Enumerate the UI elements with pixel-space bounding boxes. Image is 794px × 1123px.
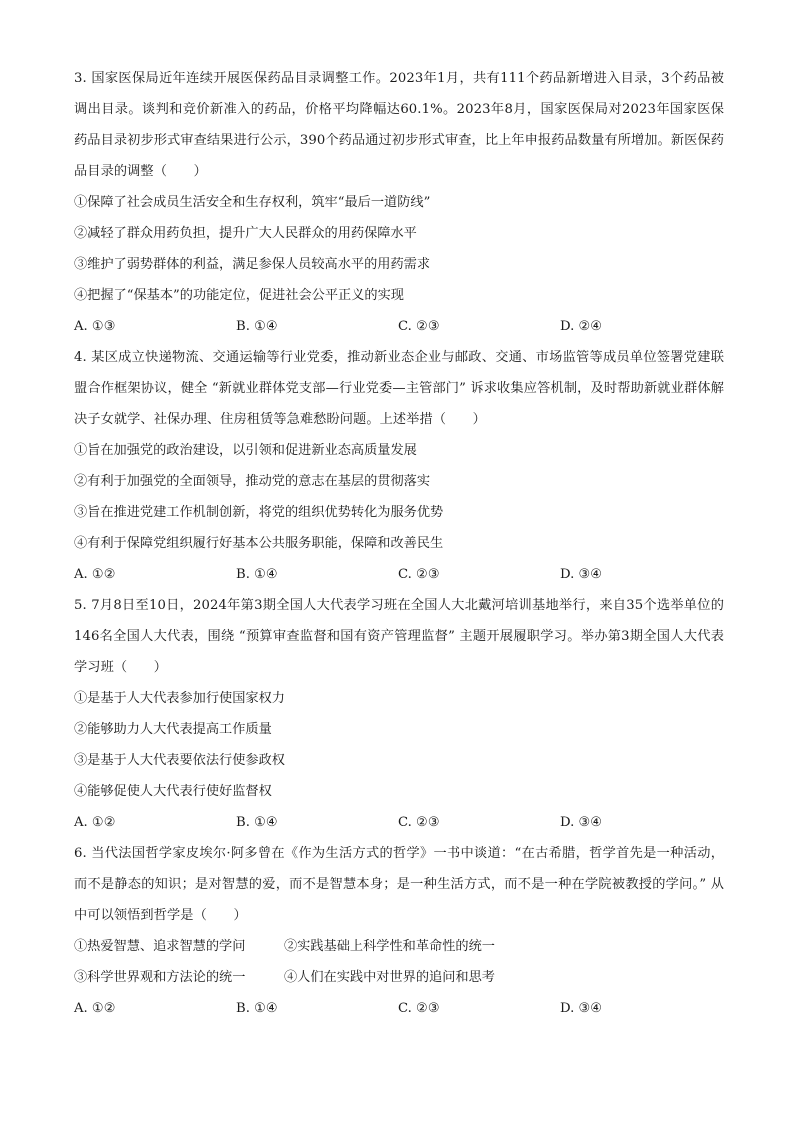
statement-row-2 bbox=[74, 962, 724, 993]
option-c[interactable]: C. ②③ bbox=[398, 319, 440, 334]
option-c[interactable]: C. ②③ bbox=[398, 1001, 440, 1016]
statement-3: ③是基于人大代表要依法行使参政权 bbox=[74, 753, 285, 768]
statement-row-1 bbox=[74, 931, 724, 962]
statement-3: ③科学世界观和方法论的统一 bbox=[74, 970, 246, 985]
statement-3: ③维护了弱势群体的利益，满足参保人员较高水平的用药需求 bbox=[74, 257, 431, 272]
statement-2: ②减轻了群众用药负担，提升广大人民群众的用药保障水平 bbox=[74, 226, 417, 241]
option-a[interactable]: A. ①③ bbox=[74, 319, 116, 334]
statement-4: ④把握了“保基本”的功能定位，促进社会公平正义的实现 bbox=[74, 288, 404, 303]
option-a[interactable]: A. ①② bbox=[74, 815, 116, 830]
option-a[interactable]: A. ①② bbox=[74, 567, 116, 582]
option-b[interactable]: B. ①④ bbox=[236, 815, 278, 830]
statement-3: ③旨在推进党建工作机制创新，将党的组织优势转化为服务优势 bbox=[74, 505, 444, 520]
question-4-stem: 4. 某区成立快递物流、交通运输等行业党委，推动新业态企业与邮政、交通、市场监管等成员单位签署党建联盟合作框架协议，健全 “新就业群体党支部—行业党委—主管部门” 诉求收集应答机制，及时帮助新就业群体解决子女就学、社保办理、住房租赁等急难愁盼问题。上述举措（ ） bbox=[74, 350, 724, 427]
question-6 bbox=[74, 838, 724, 1024]
question-3 bbox=[74, 63, 724, 342]
statement-1: ①热爱智慧、追求智慧的学问 bbox=[74, 939, 246, 954]
question-6-stem: 6. 当代法国哲学家皮埃尔·阿多曾在《作为生活方式的哲学》一书中谈道：“在古希腊，哲学首先是一种活动，而不是静态的知识；是对智慧的爱，而不是智慧本身；是一种生活方式，而不是一种在学院被教授的学问。” 从中可以领悟到哲学是（ ） bbox=[74, 846, 724, 923]
statement-2: ②有利于加强党的全面领导，推动党的意志在基层的贯彻落实 bbox=[74, 474, 431, 489]
statement-4: ④能够促使人大代表行使好监督权 bbox=[74, 784, 272, 799]
option-b[interactable]: B. ①④ bbox=[236, 1001, 278, 1016]
statement-4: ④人们在实践中对世界的追问和思考 bbox=[284, 970, 495, 985]
option-d[interactable]: D. ③④ bbox=[560, 1001, 603, 1016]
question-4 bbox=[74, 342, 724, 590]
option-d[interactable]: D. ③④ bbox=[560, 815, 603, 830]
statement-2: ②能够助力人大代表提高工作质量 bbox=[74, 722, 272, 737]
statement-1: ①旨在加强党的政治建设，以引领和促进新业态高质量发展 bbox=[74, 443, 417, 458]
option-c[interactable]: C. ②③ bbox=[398, 567, 440, 582]
statement-1: ①是基于人大代表参加行使国家权力 bbox=[74, 691, 285, 706]
statement-2: ②实践基础上科学性和革命性的统一 bbox=[284, 939, 495, 954]
option-c[interactable]: C. ②③ bbox=[398, 815, 440, 830]
option-b[interactable]: B. ①④ bbox=[236, 567, 278, 582]
exam-page bbox=[74, 63, 724, 1024]
option-d[interactable]: D. ③④ bbox=[560, 567, 603, 582]
answer-options bbox=[74, 311, 724, 342]
option-a[interactable]: A. ①② bbox=[74, 1001, 116, 1016]
statement-4: ④有利于保障党组织履行好基本公共服务职能，保障和改善民生 bbox=[74, 536, 444, 551]
question-3-stem: 3. 国家医保局近年连续开展医保药品目录调整工作。2023年1月，共有111个药品新增进入目录，3个药品被调出目录。谈判和竞价新准入的药品，价格平均降幅达60.1%。2023年8月，国家医保局对2023年国家医保药品目录初步形式审查结果进行公示，390个药品通过初步形式审查，比上年申报药品数量有所增加。新医保药品目录的调整（ ） bbox=[74, 71, 724, 179]
statement-1: ①保障了社会成员生活安全和生存权利，筑牢“最后一道防线” bbox=[74, 195, 431, 210]
option-d[interactable]: D. ②④ bbox=[560, 319, 603, 334]
answer-options bbox=[74, 807, 724, 838]
option-b[interactable]: B. ①④ bbox=[236, 319, 278, 334]
answer-options bbox=[74, 559, 724, 590]
question-5-stem: 5. 7月8日至10日，2024年第3期全国人大代表学习班在全国人大北戴河培训基地举行，来自35个选举单位的146名全国人大代表，围绕 “预算审查监督和国有资产管理监督” 主题开展履职学习。举办第3期全国人大代表学习班（ ） bbox=[74, 598, 724, 675]
question-5 bbox=[74, 590, 724, 838]
answer-options bbox=[74, 993, 724, 1024]
